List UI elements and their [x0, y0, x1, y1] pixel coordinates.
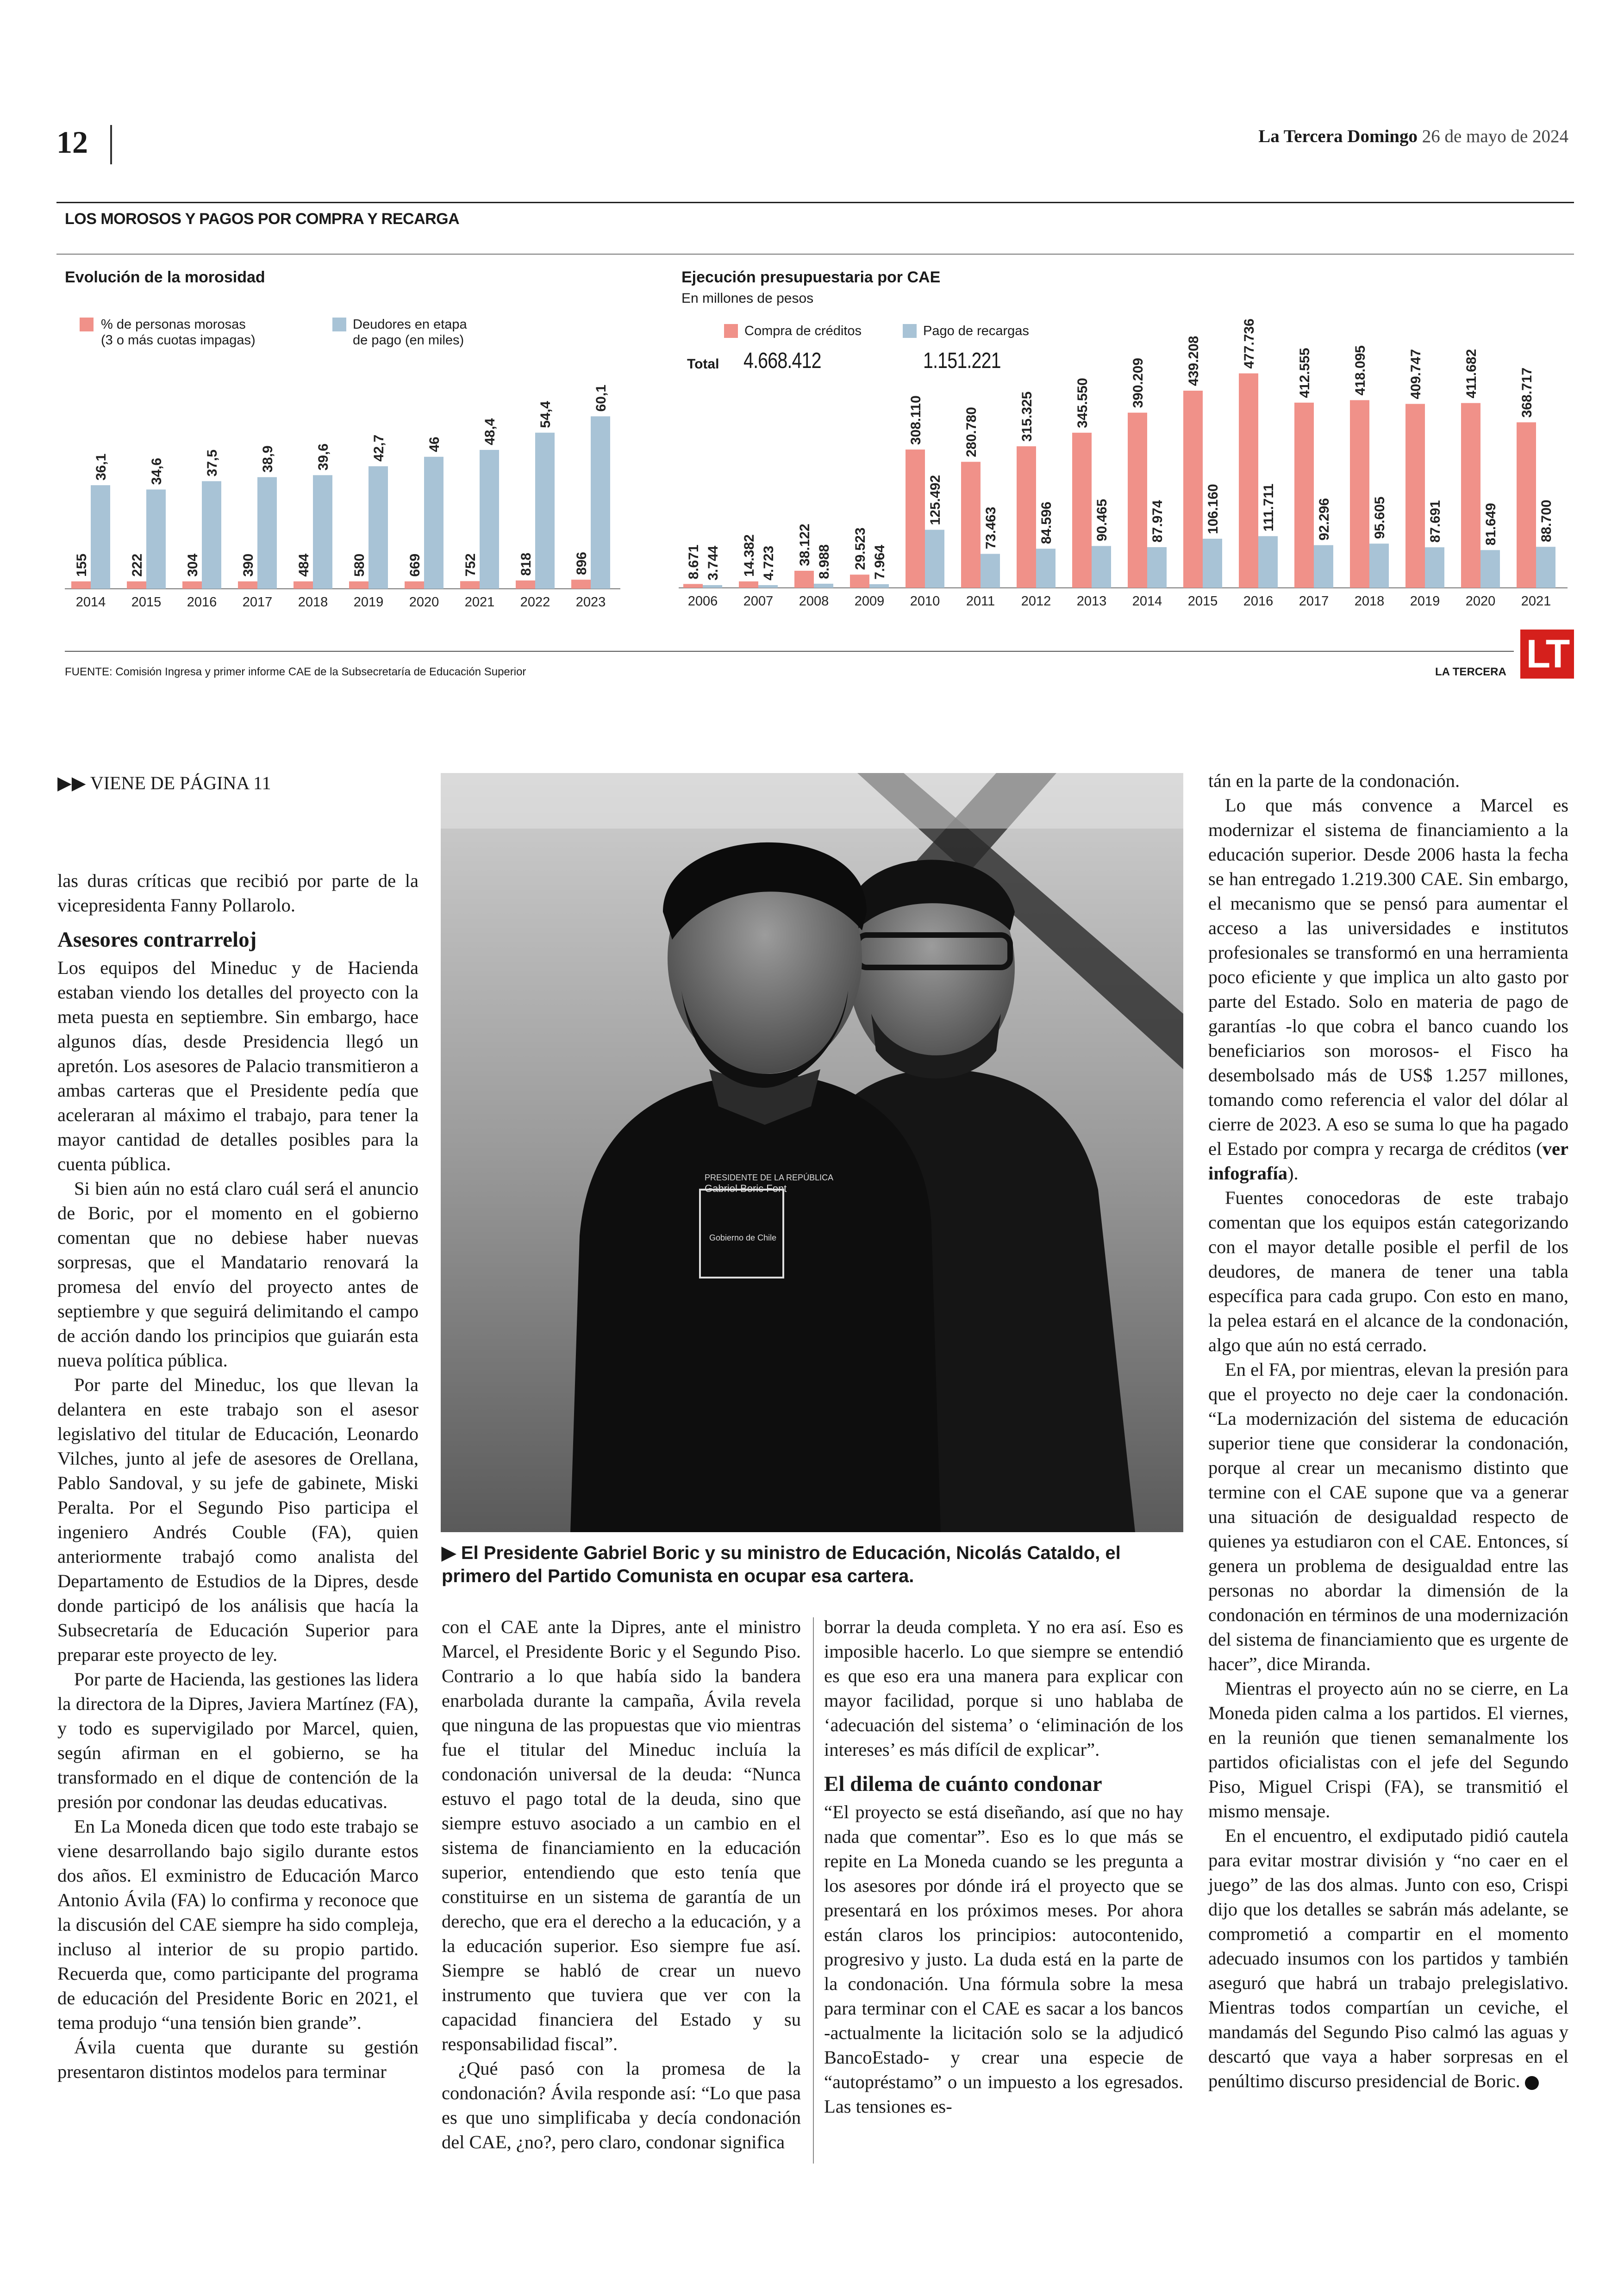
double-arrow-icon: ▶▶ — [57, 773, 86, 793]
bar-compra — [794, 571, 814, 588]
total-recargas: 1.151.221 — [923, 349, 1001, 373]
data-label: 14.382 — [742, 534, 757, 577]
bar-deudores — [91, 485, 110, 589]
tick-label: 2013 — [1076, 594, 1107, 609]
legend-deudores-line2: de pago (en miles) — [353, 333, 464, 348]
infographic-top-rule — [56, 202, 1574, 203]
bar-deudores — [591, 416, 610, 589]
data-label: 88.700 — [1539, 499, 1554, 543]
subheading-dilema: El dilema de cuánto condonar — [824, 1772, 1102, 1796]
data-label: 155 — [74, 553, 89, 577]
data-label: 34,6 — [149, 458, 164, 485]
bar-compra — [1072, 433, 1092, 588]
bar-morosas — [127, 581, 146, 589]
data-label: 73.463 — [983, 506, 999, 549]
infographic-bottom-rule — [65, 651, 1514, 652]
data-label: 315.325 — [1019, 391, 1035, 442]
bar-recargas — [1147, 547, 1167, 588]
bar-recargas — [814, 584, 833, 588]
paragraph: Fuentes conocedoras de este trabajo comentan que los equipos están categorizando con el mayor detalle posible el perfil de los deudores, de manera de tener una tabla específica para cada grupo. Con esto en mano, la pelea estará en el alcance de la condonación, algo que aún no está cerrado. — [1208, 1187, 1568, 1355]
page-number-divider — [110, 125, 112, 164]
bar-morosas — [405, 581, 424, 589]
bar-recargas — [981, 554, 1000, 588]
page-number: 12 — [56, 125, 88, 160]
bar-compra — [1405, 404, 1425, 588]
tick-label: 2014 — [75, 595, 106, 610]
bar-recargas — [1036, 549, 1056, 588]
photo-caption — [442, 1541, 1182, 1588]
bar-compra — [1461, 403, 1480, 588]
total-compra: 4.668.412 — [743, 349, 821, 373]
paragraph — [1208, 793, 1568, 1185]
data-label: 84.596 — [1039, 501, 1054, 544]
data-label: 90.465 — [1094, 499, 1110, 542]
legend-compra: Compra de créditos — [744, 324, 862, 338]
data-label: 390.209 — [1131, 358, 1146, 408]
bar-compra — [1183, 391, 1203, 588]
legend-morosas-line2: (3 o más cuotas impagas) — [101, 333, 256, 348]
bar-morosas — [182, 581, 202, 589]
article-column-3 — [824, 1615, 1183, 2119]
data-label: 4.723 — [761, 545, 776, 580]
paragraph — [1208, 1823, 1568, 2093]
data-label: 7.964 — [872, 544, 887, 580]
bar-deudores — [202, 481, 221, 589]
photo-boric-cataldo — [441, 773, 1183, 1532]
column-divider — [813, 1617, 814, 2164]
bar-deudores — [313, 475, 332, 589]
data-label: 752 — [463, 553, 478, 577]
article-column-4 — [1208, 768, 1568, 2093]
data-label: 111.711 — [1261, 483, 1276, 532]
source-note: FUENTE: Comisión Ingresa y primer informe CAE de la Subsecretaría de Educación Superior — [65, 666, 526, 678]
paragraph: En La Moneda dicen que todo este trabajo se viene desarrollando bajo sigilo durante estos dos años. El exministro de Educación Marco Antonio Ávila (FA) lo confirma y reconoce que la discusión del CAE siempre ha sido compleja, incluso al interior de su propio partido. Recuerda que, como participante del programa de educación del Presidente Boric en 2021, el tema produjo “una tensión bien grande”. — [57, 1816, 418, 2033]
paragraph-text: En el encuentro, el exdiputado pidió cautela para evitar mostrar división y “no caer en el juego” de las dos almas. Junto con eso, Crispi dijo que los detalles se sabrán más adelante, se comprometió a compartir en el momento adecuado insumos con los partidos y también aseguró que habrá un trabajo prelegislativo. Mientras todos compartían un ceviche, el mandamás del Segundo Piso calmó las aguas y descartó que vaya a haber sorpresas en el penúltimo discurso presidencial de Boric. — [1208, 1825, 1568, 2091]
data-label: 106.160 — [1206, 484, 1221, 534]
bar-compra — [850, 574, 869, 588]
paragraph: “El proyecto se está diseñando, así que no hay nada que comentar”. Eso es lo que más se repite en La Moneda cuando se les pregunta a los asesores por dónde irá el proyecto que se presentará en los próximos meses. Por ahora están claros los principios: autocontenido, progresivo y justo. La duda está en la parte de la condonación. Una fórmula sobre la mesa para terminar con el CAE es sacar a los bancos -actualmente la licitación solo se la adjudicó BancoEstado- y crear una especie de “autopréstamo” o un impuesto a los egresados. Las tensiones es- — [824, 1802, 1183, 2117]
tick-label: 2015 — [131, 595, 162, 610]
data-label: 8.988 — [817, 544, 832, 580]
data-label: 39,6 — [316, 443, 331, 471]
tick-label: 2011 — [966, 594, 995, 609]
tick-label: 2006 — [687, 594, 718, 609]
tick-label: 2008 — [799, 594, 829, 609]
bar-morosas — [71, 581, 91, 589]
data-label: 345.550 — [1075, 378, 1090, 428]
paragraph: las duras críticas que recibió por parte de la vicepresidenta Fanny Pollarolo. — [57, 870, 418, 916]
bar-compra — [961, 462, 981, 588]
bar-morosas — [294, 581, 313, 589]
tick-label: 2021 — [464, 595, 495, 610]
data-label: 418.095 — [1353, 345, 1368, 396]
bar-recargas — [1314, 545, 1333, 588]
bar-recargas — [1092, 546, 1111, 588]
tick-label: 2018 — [298, 595, 328, 610]
caption-arrow-icon: ▶ — [442, 1543, 461, 1563]
data-label: 8.671 — [686, 544, 701, 580]
jacket-text-1: PRESIDENTE DE LA REPÚBLICA — [705, 1173, 834, 1182]
bar-compra — [1294, 403, 1314, 588]
bar-morosas — [516, 580, 535, 589]
bar-deudores — [535, 433, 555, 589]
bar-morosas — [238, 581, 257, 589]
bar-recargas — [758, 585, 778, 588]
tick-label: 2016 — [1243, 594, 1274, 609]
tick-label: 2007 — [743, 594, 774, 609]
data-label: 125.492 — [928, 475, 943, 525]
morosidad-bar-chart — [65, 324, 639, 620]
paragraph: tán en la parte de la condonación. — [1208, 770, 1460, 791]
la-tercera-logo: LT — [1520, 630, 1574, 679]
legend-deudores-line1: Deudores en etapa — [353, 317, 467, 332]
data-label: 38.122 — [797, 524, 812, 567]
bar-deudores — [369, 466, 388, 589]
bar-compra — [1350, 400, 1369, 588]
legend-morosas-line1: % de personas morosas — [101, 317, 246, 332]
data-label: 390 — [241, 553, 256, 577]
tick-label: 2019 — [1410, 594, 1440, 609]
legend-recargas: Pago de recargas — [923, 324, 1029, 338]
credit-label: LA TERCERA — [1435, 666, 1506, 678]
paragraph: Los equipos del Mineduc y de Hacienda estaban viendo los detalles del proyecto con la meta puesta en septiembre. Sin embargo, hace algunos días, desde Presidencia llegó un apretón. Los asesores de Palacio transmitieron a ambas carteras que el Presidente pedía que aceleraran al máximo el trabajo, para tener la mayor cantidad de detalles posibles para la cuenta pública. — [57, 957, 418, 1174]
paragraph: Ávila cuenta que durante su gestión presentaron distintos modelos para terminar — [57, 2037, 418, 2082]
data-label: 368.717 — [1519, 367, 1535, 418]
data-label: 3.744 — [706, 545, 721, 580]
infographic-title-rule — [56, 254, 1574, 255]
data-label: 439.208 — [1186, 336, 1201, 386]
tick-label: 2018 — [1354, 594, 1385, 609]
article-photo — [441, 773, 1183, 1532]
bar-compra — [1128, 412, 1147, 588]
data-label: 36,1 — [94, 453, 109, 481]
paragraph-text: ). — [1287, 1163, 1299, 1184]
article-column-2 — [442, 1615, 801, 2154]
paragraph: Si bien aún no está claro cuál será el anuncio de Boric, por el momento en el gobierno comentan que no debiese haber nuevas sorpresas, que el Mandatario renovará la promesa del envío del proyecto antes de septiembre y que seguirá delimitando el campo de acción dando los principios que guiarán esta nueva política pública. — [57, 1178, 418, 1371]
bar-morosas — [571, 580, 591, 589]
data-label: 87.691 — [1428, 500, 1443, 543]
paper-name: La Tercera Domingo — [1258, 126, 1418, 146]
data-label: 38,9 — [260, 445, 275, 473]
data-label: 222 — [130, 553, 145, 577]
data-label: 308.110 — [908, 395, 924, 445]
paragraph-text: Lo que más convence a Marcel es modernizar el sistema de financiamiento a la educación superior. Desde 2006 hasta la fecha se han entregado 1.219.300 CAE. Sin embargo, el mecanismo que se pensó para aumentar el acceso a las universidades e institutos profesionales se transformó en una herramienta poco eficiente y que implica un alto gasto por parte del Estado. Solo en materia de pago de garantías -lo que cobra el banco cuando los beneficiarios son morosos- el Fisco ha desembolsado más de US$ 1.257 millones, tomando como referencia el valor del dólar al cierre de 2023. A eso se suma lo que ha pagado el Estado por compra y recarga de créditos ( — [1208, 795, 1568, 1159]
data-label: 477.736 — [1242, 318, 1257, 369]
tick-label: 2016 — [187, 595, 217, 610]
caption-text: El Presidente Gabriel Boric y su ministro de Educación, Nicolás Cataldo, el primero del Partido Comunista en ocupar esa cartera. — [442, 1543, 1121, 1586]
ejecucion-bar-chart — [679, 287, 1577, 620]
tick-label: 2010 — [910, 594, 940, 609]
tick-label: 2017 — [242, 595, 273, 610]
data-label: 42,7 — [371, 434, 387, 462]
ejecucion-chart-title: Ejecución presupuestaria por CAE — [681, 268, 941, 286]
jacket-text-3: Gobierno de Chile — [709, 1233, 777, 1242]
ejecucion-chart-subtitle: En millones de pesos — [681, 291, 814, 306]
bar-recargas — [703, 585, 722, 588]
data-label: 46 — [427, 437, 442, 452]
bar-recargas — [1258, 536, 1278, 588]
article-column-1 — [57, 868, 418, 2084]
bar-recargas — [1480, 550, 1500, 588]
tick-label: 2020 — [409, 595, 439, 610]
paragraph: Por parte del Mineduc, los que llevan la delantera en este trabajo son el asesor legislativo del titular de Educación, Leonardo Vilches, junto al jefe de asesores de Orellana, Pablo Sandoval, y su jefe de gabinete, Miski Peralta. Por el Segundo Piso participa el ingeniero Andrés Couble (FA), quien anteriormente trabajó como analista del Departamento de Estudios de la Dipres, desde donde participó de los análisis que hacía la Subsecretaría de Educación Superior para preparar este proyecto de ley. — [57, 1374, 418, 1665]
bar-recargas — [1536, 547, 1555, 588]
bar-compra — [1239, 374, 1258, 588]
paragraph: con el CAE ante la Dipres, ante el ministro Marcel, el Presidente Boric y el Segundo Piso. Contrario a lo que había sido la bandera enarbolada durante la campaña, Ávila revela que ninguna de las propuestas que vio mientras fue el titular del Mineduc incluía la condonación universal de la deuda: “Nunca estuvo el pago total de la deuda, sino que siempre estuvo asociado a un cambio en el sistema de financiamiento en la educación superior, entendiendo que esto tenía que constituirse en un sistema de garantía de un derecho, que era el derecho a la educación, y a la educación superior. Eso siempre fue así. Siempre se habló de crear un nuevo instrumento que tuviera que ver con la capacidad financiera del Estado y su responsabilidad fiscal”. — [442, 1616, 801, 2054]
morosidad-chart-title: Evolución de la morosidad — [65, 268, 265, 286]
data-label: 304 — [185, 553, 200, 577]
bar-compra — [1017, 446, 1036, 588]
subheading-asesores: Asesores contrarreloj — [57, 928, 257, 952]
data-label: 484 — [296, 553, 312, 577]
continued-from — [57, 772, 271, 794]
bar-deudores — [257, 477, 277, 589]
infographic-reference: ver infografía — [1208, 1138, 1568, 1184]
continued-from-text: VIENE DE PÁGINA 11 — [90, 773, 271, 793]
data-label: 669 — [407, 553, 423, 577]
data-label: 48,4 — [482, 418, 498, 445]
bar-deudores — [424, 457, 443, 589]
data-label: 87.974 — [1150, 500, 1165, 543]
masthead — [1258, 126, 1568, 147]
bar-compra — [1517, 422, 1536, 588]
totals-label: Total — [687, 356, 719, 372]
bar-compra — [739, 581, 758, 588]
tick-label: 2015 — [1187, 594, 1218, 609]
data-label: 411.682 — [1464, 349, 1479, 399]
data-label: 92.296 — [1317, 498, 1332, 541]
paragraph: En el FA, por mientras, elevan la presión para que el proyecto no deje caer la condonación. “La modernización del sistema de educación superior tiene que considerar la condonación, porque al crear un mecanismo distinto que termine con el CAE supone que va a generar una situación de desigualdad respecto de quienes ya estudiaron con el CAE. Entonces, sí genera un problema de desigualdad entre las personas no abordar la dimensión de la condonación en términos de una modernización del sistema de financiamiento que es urgente de hacer”, dice Miranda. — [1208, 1359, 1568, 1674]
bar-morosas — [349, 581, 369, 589]
tick-label: 2020 — [1465, 594, 1496, 609]
tick-label: 2022 — [520, 595, 550, 610]
bar-recargas — [1425, 547, 1444, 588]
data-label: 95.605 — [1372, 496, 1387, 539]
paragraph: Por parte de Hacienda, las gestiones las lidera la directora de la Dipres, Javiera Martínez (FA), y todo es supervigilado por Marcel, quien, según afirman en el gobierno, se ha transformado en el dique de contención de la presión por condonar las deudas educativas. — [57, 1669, 418, 1812]
tick-label: 2009 — [854, 594, 885, 609]
infographic-title: LOS MOROSOS Y PAGOS POR COMPRA Y RECARGA — [65, 210, 460, 228]
end-mark-icon — [1525, 2076, 1539, 2090]
data-label: 818 — [518, 552, 534, 576]
paragraph: borrar la deuda completa. Y no era así. Eso es imposible hacerlo. Lo que siempre se entendió es que eso era una manera para explicar con mayor facilidad, porque si uno hablaba de ‘adecuación del sistema’ o ‘eliminación de los intereses’ es más difícil de explicar”. — [824, 1616, 1183, 1760]
data-label: 60,1 — [593, 384, 609, 412]
bar-deudores — [146, 489, 166, 589]
tick-label: 2017 — [1299, 594, 1329, 609]
data-label: 280.780 — [964, 407, 979, 457]
data-label: 29.523 — [853, 527, 868, 570]
data-label: 580 — [352, 553, 367, 577]
bar-recargas — [925, 530, 944, 588]
paragraph: ¿Qué pasó con la promesa de la condonación? Ávila responde así: “Lo que pasa es que uno simplificaba y decía condonación del CAE, ¿no?, pero claro, condonar significa — [442, 2058, 801, 2152]
issue-date: 26 de mayo de 2024 — [1422, 126, 1568, 146]
bar-recargas — [1369, 543, 1389, 588]
tick-label: 2014 — [1132, 594, 1162, 609]
bar-compra — [683, 584, 703, 588]
jacket-text-2: Gabriel Boric Font — [705, 1183, 787, 1194]
bar-morosas — [460, 581, 480, 589]
data-label: 54,4 — [538, 401, 553, 428]
bar-compra — [906, 449, 925, 588]
data-label: 412.555 — [1297, 348, 1312, 398]
bar-recargas — [869, 584, 889, 588]
bar-recargas — [1203, 539, 1222, 588]
tick-label: 2019 — [353, 595, 384, 610]
tick-label: 2021 — [1521, 594, 1551, 609]
paragraph: Mientras el proyecto aún no se cierre, en La Moneda piden calma a los partidos. El viernes, en la reunión que tienen semanalmente los partidos oficialistas con el jefe del Segundo Piso, Miguel Crispi (FA), se transmitió el mismo mensaje. — [1208, 1678, 1568, 1821]
tick-label: 2023 — [575, 595, 606, 610]
data-label: 896 — [574, 552, 589, 575]
bar-deudores — [480, 450, 499, 589]
data-label: 37,5 — [205, 449, 220, 477]
data-label: 409.747 — [1408, 349, 1424, 399]
tick-label: 2012 — [1021, 594, 1051, 609]
data-label: 81.649 — [1483, 503, 1499, 546]
